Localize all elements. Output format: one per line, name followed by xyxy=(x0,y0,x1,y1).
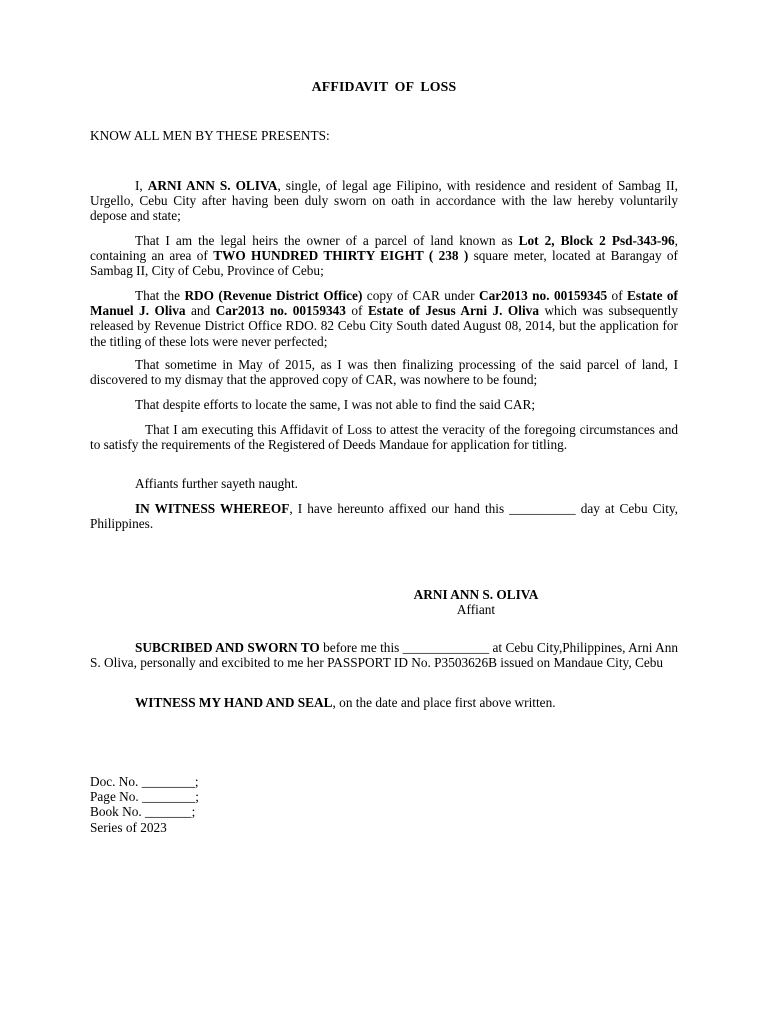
paragraph-car xyxy=(90,288,678,349)
paragraph-subscribed xyxy=(90,640,678,670)
p1-text-b: , single, of legal age Filipino, with residence and resident of Sambag II, Urgello, Cebu City after having been duly sworn on oath in accordance with the law hereby voluntarily depose and state; xyxy=(90,178,678,224)
notary-block xyxy=(90,774,199,835)
book-no: Book No. _______; xyxy=(90,804,196,820)
p2-text-b: , containing an area of xyxy=(90,233,678,264)
signer-role: Affiant xyxy=(456,602,496,618)
doc-no: Doc. No. ________; xyxy=(90,774,199,789)
document-page xyxy=(90,0,678,1024)
hand-seal-bold: WITNESS MY HAND AND SEAL xyxy=(135,695,333,710)
p3-text-f: which was subsequently released by Revenue District Office RDO. 82 Cebu City South dated August 08, 2014, but the application for the titling of these lots were never perfected; xyxy=(90,303,678,349)
intro-line: KNOW ALL MEN BY THESE PRESENTS: xyxy=(90,128,330,143)
lot-number: Lot 2, Block 2 Psd-343-96 xyxy=(518,233,675,248)
p2-text-c: square meter, located at Barangay of Sambag II, City of Cebu, Province of Cebu; xyxy=(90,248,678,279)
car-number-1: Car2013 no. 00159345 xyxy=(479,288,608,303)
series: Series of 2023 xyxy=(90,819,167,835)
rdo-label: RDO (Revenue District Office) xyxy=(184,288,363,303)
subscribed-bold: SUBCRIBED AND SWORN TO xyxy=(135,640,320,655)
p2-text-a: That I am the legal heirs the owner of a parcel of land known as xyxy=(135,233,519,248)
p3-text-e: of xyxy=(345,303,368,319)
estate-1: Estate of Manuel J. Oliva xyxy=(90,288,678,319)
p10-text: , on the date and place first above written. xyxy=(332,695,556,710)
car-number-2: Car2013 no. 00159343 xyxy=(215,303,346,319)
land-area: TWO HUNDRED THIRTY EIGHT ( 238 ) xyxy=(213,248,469,264)
paragraph-naught: Affiants further sayeth naught. xyxy=(135,476,298,491)
p3-text-d: and xyxy=(185,303,216,319)
paragraph-ownership xyxy=(90,233,678,279)
p3-text-c: of xyxy=(607,288,628,303)
p3-text-a: That the xyxy=(135,288,185,303)
paragraph-purpose: That I am executing this Affidavit of Loss to attest the veracity of the foregoing circumstances and to satisfy the requirements of the Registered of Deeds Mandaue for application for titling. xyxy=(90,422,678,453)
paragraph-discovery: That sometime in May of 2015, as I was then finalizing processing of the said parcel of land, I discovered to my dismay that the approved copy of CAR, was nowhere to be found; xyxy=(90,357,678,388)
paragraph-search: That despite efforts to locate the same, I was not able to find the said CAR; xyxy=(135,397,536,412)
witness-whereof-bold: IN WITNESS WHEREOF xyxy=(135,501,290,516)
p9-text: before me this _____________ at Cebu City,Philippines, Arni Ann S. Oliva, personally and excibited to me her PASSPORT ID No. P3503626B issued on Mandaue City, Cebu xyxy=(90,640,678,671)
page-no: Page No. ________; xyxy=(90,789,199,805)
paragraph-identity xyxy=(90,178,678,224)
p3-text-b: copy of CAR under xyxy=(362,288,479,303)
paragraph-witness-whereof xyxy=(90,501,678,531)
signature-block xyxy=(406,587,546,617)
signer-name: ARNI ANN S. OLIVA xyxy=(413,587,539,602)
affiant-name-bold: ARNI ANN S. OLIVA xyxy=(147,178,278,193)
p1-text-a: I, xyxy=(135,178,148,193)
estate-2: Estate of Jesus Arni J. Oliva xyxy=(367,303,539,319)
document-title: AFFIDAVIT OF LOSS xyxy=(311,79,457,94)
paragraph-hand-seal xyxy=(90,695,678,710)
p8-text: , I have hereunto affixed our hand this __________ day at Cebu City, Philippines. xyxy=(90,501,679,532)
